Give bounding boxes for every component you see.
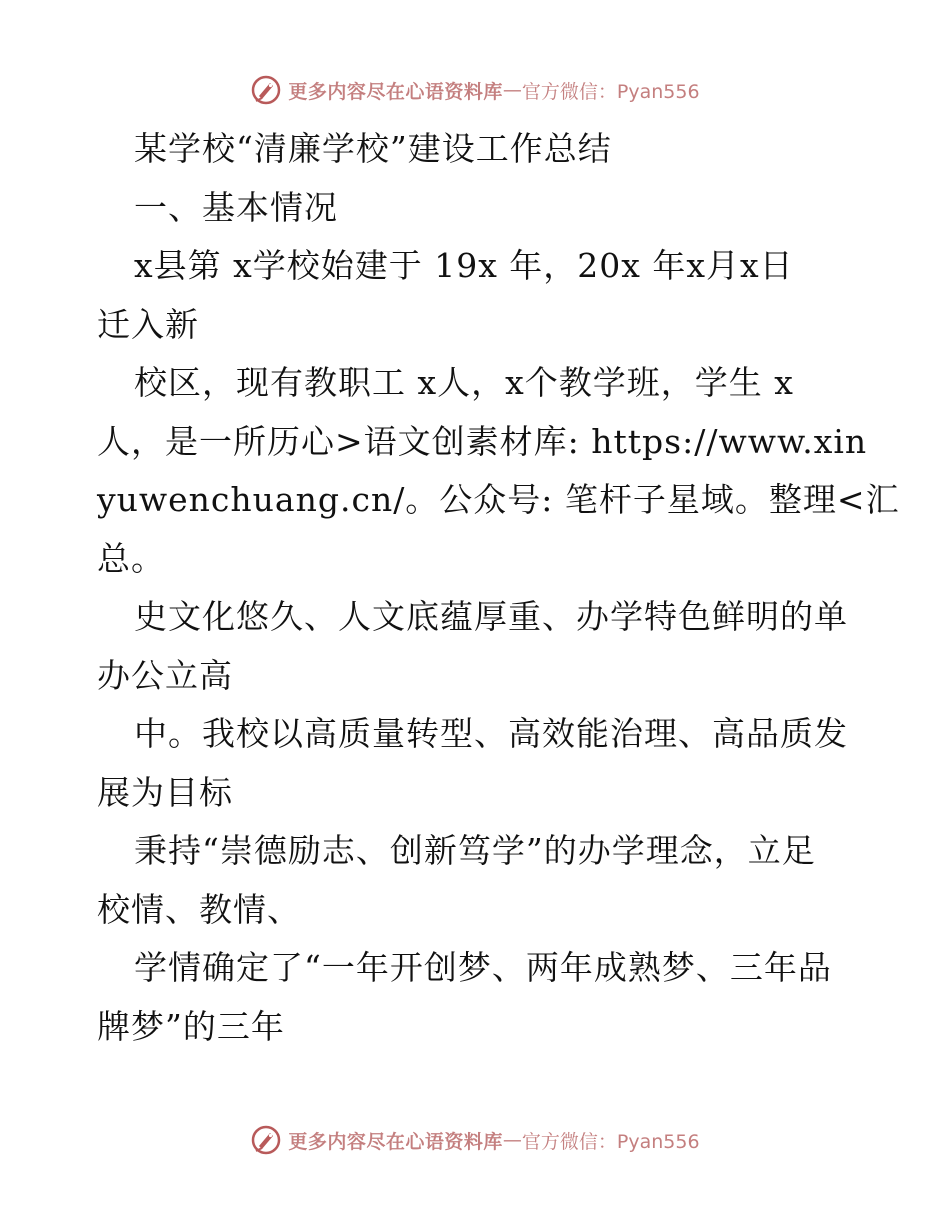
section-heading: 一、基本情况	[134, 187, 338, 227]
watermark-separator: —	[502, 79, 522, 101]
document-body	[97, 120, 900, 1056]
paragraph-line: 校情、教情、	[97, 889, 301, 929]
paragraph-line: 办公立高	[97, 655, 233, 695]
paragraph-line: 总。	[97, 538, 165, 578]
watermark-footer	[0, 1120, 950, 1160]
watermark-wechat: 官方微信：Pyan556	[521, 1130, 700, 1153]
paragraph-line: 秉持“崇德励志、创新笃学”的办学理念，立足	[134, 831, 816, 870]
pen-nib-seal-icon	[250, 1124, 282, 1156]
paragraph-line: 展为目标	[97, 772, 233, 812]
watermark-text: 更多内容尽在心语资料库	[288, 80, 503, 103]
paragraph-line: yuwenchuang.cn/。公众号: 笔杆子星域。整理<汇	[97, 480, 900, 519]
document-title: 某学校“清廉学校”建设工作总结	[134, 129, 612, 168]
paragraph-line: 迁入新	[97, 304, 199, 344]
paragraph-line: 牌梦”的三年	[97, 1006, 285, 1046]
watermark-text: 更多内容尽在心语资料库	[288, 1130, 503, 1153]
paragraph-line: 中。我校以高质量转型、高效能治理、高品质发	[134, 714, 848, 753]
watermark-separator: —	[502, 1129, 522, 1151]
paragraph-line: 人，是一所历心>语文创素材库: https://www.xin	[97, 421, 868, 461]
paragraph-line: 史文化悠久、人文底蕴厚重、办学特色鲜明的单	[134, 597, 848, 636]
watermark-wechat: 官方微信：Pyan556	[521, 80, 700, 103]
paragraph-line: x县第 x学校始建于 19x 年，20x 年x月x日	[134, 246, 794, 285]
pen-nib-seal-icon	[250, 74, 282, 106]
paragraph-line: 学情确定了“一年开创梦、两年成熟梦、三年品	[134, 948, 832, 987]
paragraph-line: 校区，现有教职工 x人，x个教学班，学生 x	[134, 363, 794, 402]
watermark-header	[0, 70, 950, 110]
